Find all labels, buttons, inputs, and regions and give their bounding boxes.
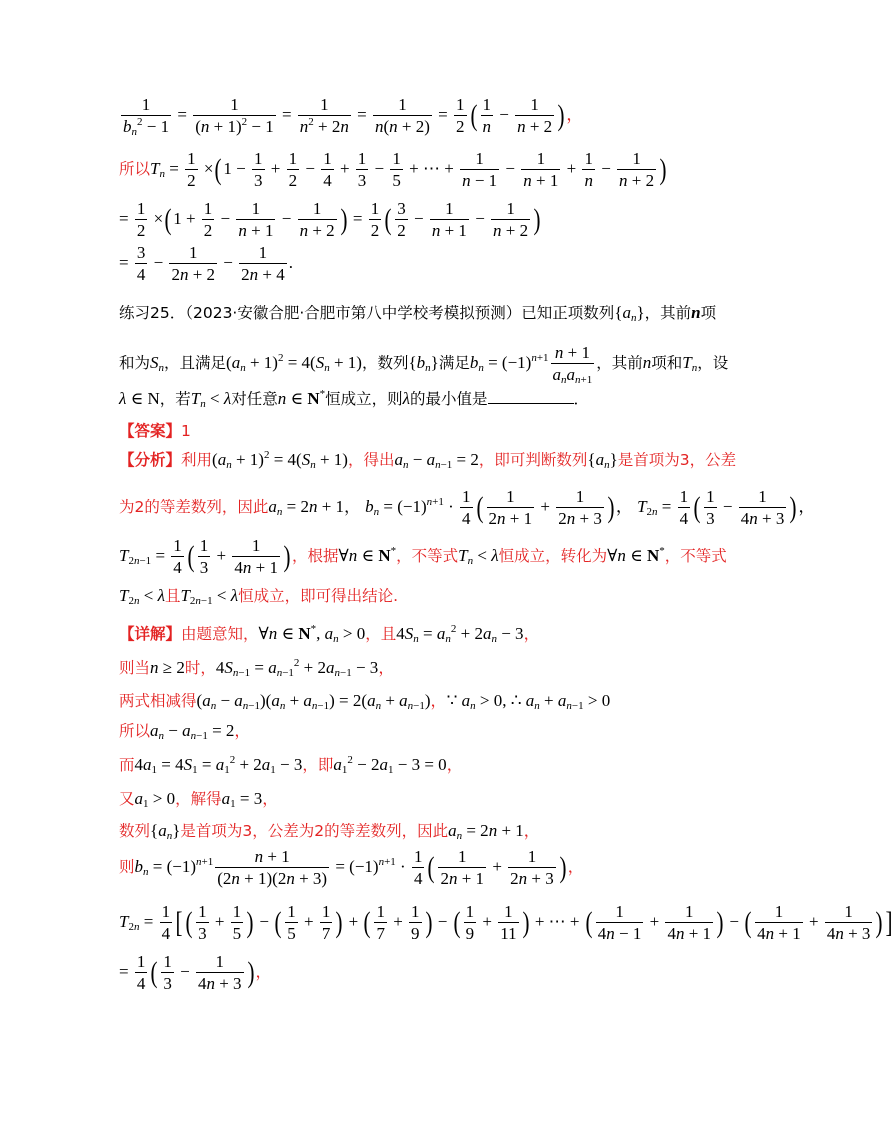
so-label: 所以	[119, 159, 151, 178]
analysis-line-3: $T_{2n-1}$ = $\frac{1}{4}$ ( $\frac{1}{3}$ + $\frac{1}{4n + 1}$ )，根据∀n ∈ N*，不等式$T_n < \lambda$恒成立，转化为∀n ∈ N*，不等式	[119, 536, 727, 577]
practice-label: 练习25．	[119, 304, 186, 322]
practice-line-3: λ ∈ N，若$T_n < \lambda$对任意n ∈ N*恒成立，则λ的最小值是 ．	[119, 388, 590, 410]
detail-line-7: 数列$\{a_n\}$是首项为3，公差为2的等差数列，因此$a_n = 2n + 1$，	[119, 821, 540, 842]
detail-line-6: 又$a_1 > 0$，解得$a_1 = 3$，	[119, 789, 279, 810]
detail-line-10: = $\frac{1}{4}$ ( $\frac{1}{3}$ − $\frac{1}{4n + 3}$ )，	[119, 952, 272, 993]
detail-line-9: $T_{2n}$ = $\frac{1}{4}$ [ ( $\frac{1}{3}$ + $\frac{1}{5}$ ) − ( $\frac{1}{5}$ + $\frac{1}{7}$ ) + ( $\frac{1}{7}$ + $\frac{1}{9}$ ) − ( $\frac{1}{9}$ + $\frac{1}{11}$ ) + ⋯ + ( $\frac{1}{4n - 1}$ + $\frac{1}{4n + 1}$ ) − ( $\frac{1}{4n + 1}$ + $\frac{1}{4n + 3}$ ) ]	[119, 902, 893, 943]
answer-blank	[488, 389, 574, 404]
detail-line-8: 则$b_n = (-1)^{n+1}$ $\frac{n + 1}{(2n + 1)(2n + 3)}$ = $(-1)^{n+1}$ · $\frac{1}{4}$ ( $\frac{1}{2n + 1}$ + $\frac{1}{2n + 3}$ )，	[119, 847, 584, 888]
answer-value: 1	[181, 422, 191, 440]
formula-line-4: = $\frac{3}{4}$ − $\frac{1}{2n + 2}$ − $\frac{1}{2n + 4}$ .	[119, 243, 293, 284]
analysis-tag: 【分析】	[119, 451, 182, 469]
formula-line-3: = $\frac{1}{2}$ ×(1 + $\frac{1}{2}$ − $\frac{1}{n + 1}$ − $\frac{1}{n + 2}$ ) = $\frac{1}{2}$ ( $\frac{3}{2}$ − $\frac{1}{n + 1}$ − $\frac{1}{n + 2}$ )	[119, 199, 541, 240]
detail-line-4: 所以$a_n - a_{n-1} = 2$，	[119, 721, 251, 742]
detail-line-1: 【详解】由题意知，∀n ∈ N*, $a_n > 0$，且$4S_n = a_n^2 + 2a_n - 3$，	[119, 623, 540, 645]
answer-tag: 【答案】	[119, 422, 182, 440]
detail-line-5: 而$4a_1 = 4S_1 = a_1^2 + 2a_1 - 3$，即$a_1^2 - 2a_1 - 3 = 0$，	[119, 754, 463, 776]
analysis-line-4: $T_{2n} < \lambda$且$T_{2n-1} < \lambda$恒成立，即可得出结论.	[119, 586, 399, 607]
detail-line-3: 两式相减得$(a_n - a_{n-1})(a_n + a_{n-1}) = 2(a_n + a_{n-1})$，∵ $a_n > 0$, ∴ $a_n + a_{n-1} > 0$	[119, 691, 611, 712]
detail-tag: 【详解】	[119, 625, 182, 643]
formula-line-2: 所以$T_n$ = $\frac{1}{2}$ ×(1 − $\frac{1}{3}$ + $\frac{1}{2}$ − $\frac{1}{4}$ + $\frac{1}{3}$ − $\frac{1}{5}$ + ⋯ + $\frac{1}{n - 1}$ − $\frac{1}{n + 1}$ + $\frac{1}{n}$ − $\frac{1}{n + 2}$ )	[119, 149, 667, 190]
analysis-line-1: 【分析】利用$(a_n + 1)^2 = 4(S_n + 1)$，得出$a_n - a_{n-1} = 2$，即可判断数列$\{a_n\}$是首项为3，公差	[119, 449, 737, 471]
practice-line-2: 和为$S_n$，且满足$(a_n + 1)^2 = 4(S_n + 1)$，数列$\{b_n\}$满足$b_n = (-1)^{n+1}$ $\frac{n + 1}{a_na_{n+1}}$ ，其前n项和$T_n$，设	[119, 343, 729, 386]
analysis-line-2: 为2的等差数列，因此$a_n = 2n + 1$， $b_n = (-1)^{n+1}$ · $\frac{1}{4}$ ( $\frac{1}{2n + 1}$ + $\frac{1}{2n + 3}$ )， $T_{2n}$ = $\frac{1}{4}$ ( $\frac{1}{3}$ − $\frac{1}{4n + 3}$ )，	[119, 487, 816, 528]
detail-line-2: 则当n ≥ 2时，$4S_{n-1} = a_{n-1}^2 + 2a_{n-1} - 3$，	[119, 657, 395, 679]
answer-line	[119, 421, 191, 440]
formula-line-1: $\frac{1}{b_n^2 - 1}$ = $\frac{1}{(n + 1)^2 - 1}$ = $\frac{1}{n^2 + 2n}$ = $\frac{1}{n(n + 2)}$ = $\frac{1}{2}$ ( $\frac{1}{n}$ − $\frac{1}{n + 2}$ )，	[123, 95, 584, 138]
practice-line-1: 练习25．（2023·安徽合肥·合肥市第八中学校考模拟预测）已知正项数列$\{a_n\}$，其前n项	[119, 303, 717, 324]
practice-source: （2023·安徽合肥·合肥市第八中学校考模拟预测）	[185, 304, 522, 322]
